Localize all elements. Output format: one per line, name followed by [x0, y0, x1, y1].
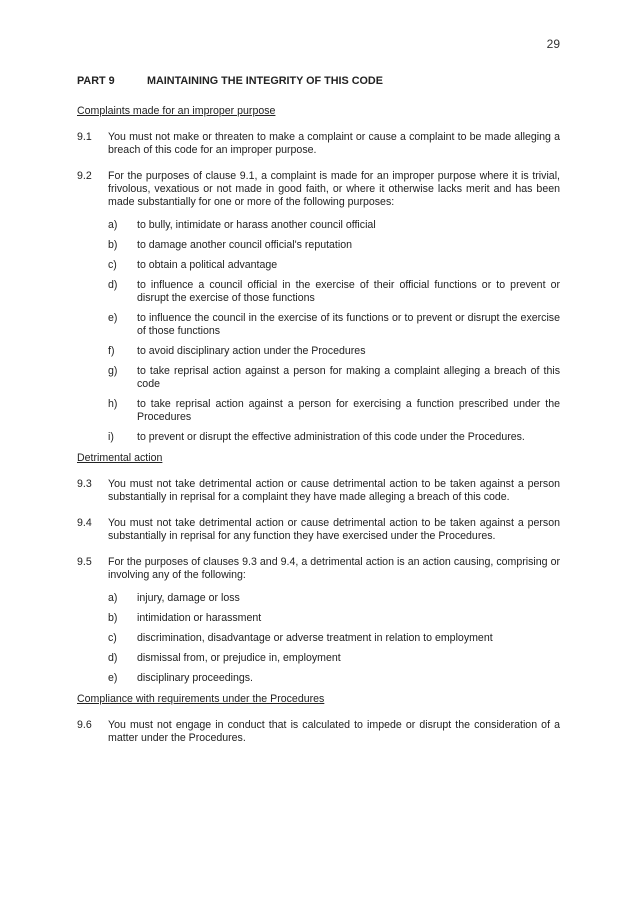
part-title: MAINTAINING THE INTEGRITY OF THIS CODE	[147, 75, 383, 87]
clause-number: 9.4	[77, 517, 92, 529]
clause-9-5	[77, 556, 560, 582]
section-heading: Detrimental action	[77, 452, 163, 464]
list-item-text: to obtain a political advantage	[137, 259, 278, 271]
clause-number: 9.6	[77, 719, 92, 731]
list-item	[108, 365, 560, 391]
clause-text: You must not make or threaten to make a complaint or cause a complaint to be made alleging a breach of this code for an improper purpose.	[108, 131, 560, 156]
list-item-text: to bully, intimidate or harass another council official	[137, 219, 376, 231]
clause-text: You must not take detrimental action or cause detrimental action to be taken against a person substantially in reprisal for a complaint they have made alleging a breach of this code.	[108, 478, 560, 503]
clause-number: 9.3	[77, 478, 92, 490]
list-item-letter: f)	[108, 345, 115, 357]
clause-text: You must not take detrimental action or cause detrimental action to be taken against a person substantially in reprisal for any function they have exercised under the Procedures.	[108, 517, 560, 542]
clause-number: 9.5	[77, 556, 92, 568]
list-item-text: injury, damage or loss	[137, 592, 240, 604]
section-heading: Compliance with requirements under the Procedures	[77, 693, 325, 705]
clause-9-4	[77, 517, 560, 543]
clause-number: 9.1	[77, 131, 92, 143]
list-item-text: to prevent or disrupt the effective administration of this code under the Procedures.	[137, 431, 525, 443]
page-number: 29	[546, 37, 560, 51]
list-item	[108, 652, 560, 665]
list-item-text: disciplinary proceedings.	[137, 672, 254, 684]
list-item	[108, 345, 560, 358]
list-item-text: to damage another council official's reputation	[137, 239, 353, 251]
list-item-text: to take reprisal action against a person for making a complaint alleging a breach of this code	[137, 365, 560, 390]
part-number: PART 9	[77, 75, 115, 87]
list-item-text: to influence a council official in the exercise of their official functions or to prevent or disrupt the exercise of those functions	[137, 279, 560, 304]
list-item	[108, 431, 560, 444]
list-item-text: intimidation or harassment	[137, 612, 262, 624]
clause-9-3	[77, 478, 560, 504]
list-item-letter: b)	[108, 239, 118, 251]
list-item-text: discrimination, disadvantage or adverse treatment in relation to employment	[137, 632, 493, 644]
list-item-letter: b)	[108, 612, 118, 624]
list-item	[108, 632, 560, 645]
list-item	[108, 219, 560, 232]
clause-text: For the purposes of clause 9.1, a complaint is made for an improper purpose where it is trivial, frivolous, vexatious or not made in good faith, or where it otherwise lacks merit and has been made substantially for one or more of the following purposes:	[108, 170, 560, 208]
list-item	[108, 312, 560, 338]
list-item-letter: a)	[108, 592, 118, 604]
list-item-letter: d)	[108, 652, 118, 664]
clause-number: 9.2	[77, 170, 92, 182]
list-item-letter: c)	[108, 259, 117, 271]
purposes-list	[108, 219, 560, 444]
list-item-text: dismissal from, or prejudice in, employment	[137, 652, 341, 664]
list-item-text: to influence the council in the exercise of its functions or to prevent or disrupt the exercise of those functions	[137, 312, 560, 337]
section-heading: Complaints made for an improper purpose	[77, 105, 276, 117]
clause-9-6	[77, 719, 560, 745]
list-item	[108, 259, 560, 272]
list-item-letter: a)	[108, 219, 118, 231]
list-item-letter: d)	[108, 279, 118, 291]
list-item-text: to avoid disciplinary action under the Procedures	[137, 345, 366, 357]
list-item	[108, 612, 560, 625]
list-item	[108, 239, 560, 252]
clause-9-1	[77, 131, 560, 157]
page-content	[77, 75, 560, 758]
list-item-letter: e)	[108, 672, 118, 684]
list-item-text: to take reprisal action against a person for exercising a function prescribed under the Procedures	[137, 398, 560, 423]
part-heading	[77, 75, 560, 88]
list-item-letter: c)	[108, 632, 117, 644]
detrimental-action-list	[108, 592, 560, 685]
list-item-letter: g)	[108, 365, 118, 377]
clause-9-2	[77, 170, 560, 209]
clause-text: For the purposes of clauses 9.3 and 9.4, a detrimental action is an action causing, comprising or involving any of the following:	[108, 556, 560, 581]
list-item	[108, 279, 560, 305]
list-item	[108, 672, 560, 685]
list-item	[108, 398, 560, 424]
list-item-letter: i)	[108, 431, 114, 443]
list-item-letter: h)	[108, 398, 118, 410]
clause-text: You must not engage in conduct that is calculated to impede or disrupt the consideration of a matter under the Procedures.	[108, 719, 560, 744]
list-item	[108, 592, 560, 605]
list-item-letter: e)	[108, 312, 118, 324]
